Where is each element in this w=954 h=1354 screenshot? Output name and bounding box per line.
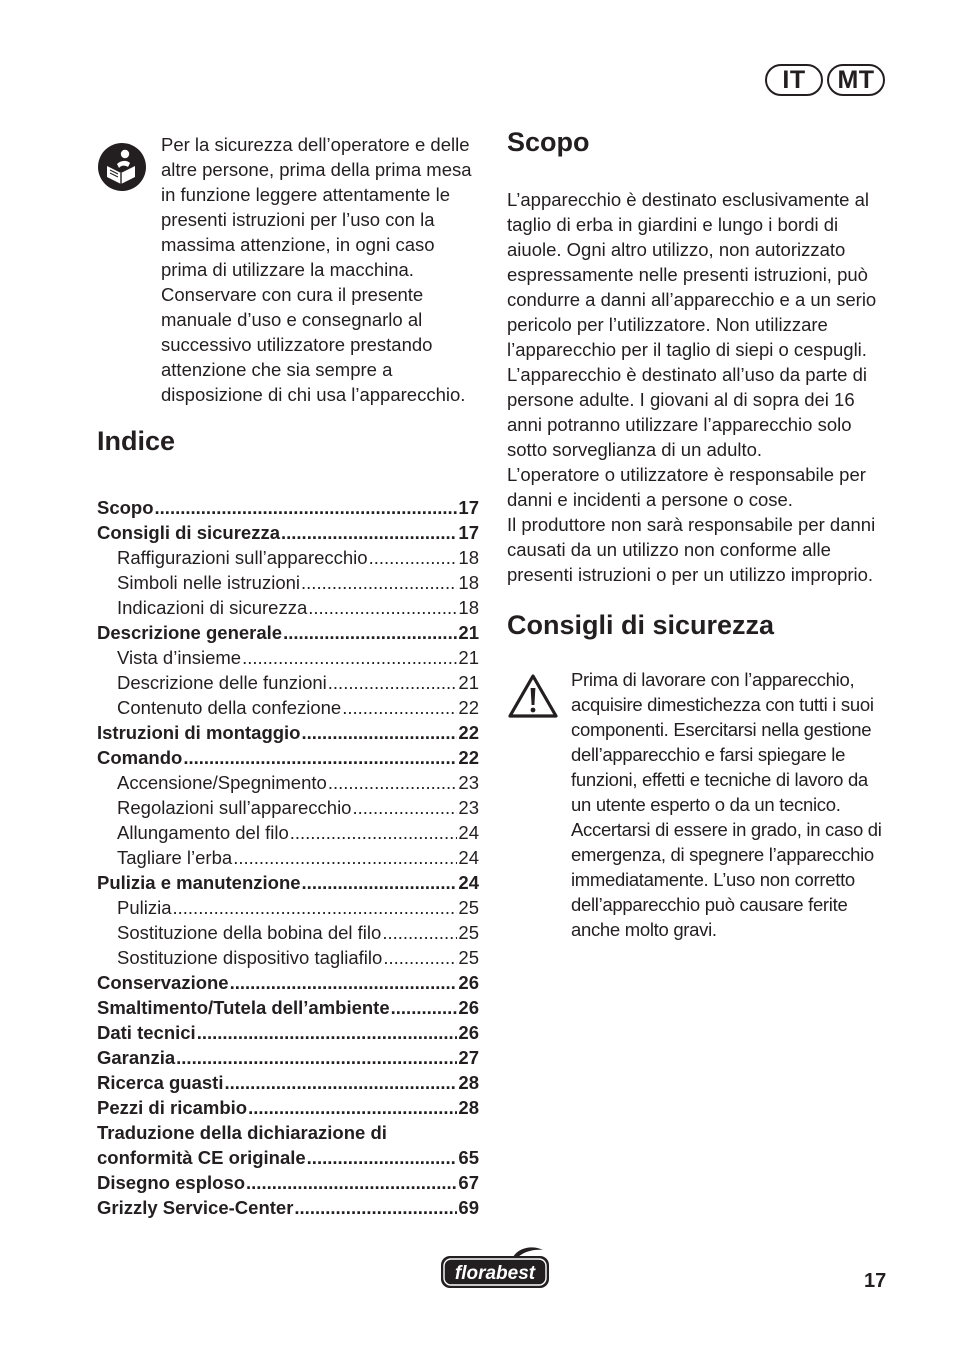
toc-subentry[interactable]: Contenuto della confezione ..... 22 xyxy=(97,695,479,720)
toc-entry[interactable]: Scopo ..... 17 xyxy=(97,495,479,520)
toc-subentry[interactable]: Indicazioni di sicurezza ..... 18 xyxy=(97,595,479,620)
toc-entry[interactable]: Consigli di sicurezza ..... 17 xyxy=(97,520,479,545)
language-badges xyxy=(765,64,885,96)
intro-block xyxy=(97,132,479,407)
scopo-title: Scopo xyxy=(507,127,590,157)
table-of-contents xyxy=(97,495,479,1220)
toc-subentry[interactable]: Accensione/Spegnimento ..... 23 xyxy=(97,770,479,795)
right-column xyxy=(507,126,891,942)
toc-entry[interactable]: Pezzi di ricambio ..... 28 xyxy=(97,1095,479,1120)
intro-text: Per la sicurezza dell’operatore e delle altre persone, prima della prima mesa in funzione leggere attentamente le presenti istruzioni per l’uso con la massima attenzione, in ogni caso prima di utilizzare la macchina. Conservare con cura il presente manuale d’uso e consegnarlo al successivo utilizzatore prestando attenzione che sia sempre a disposizione di chi usa l’apparecchio. xyxy=(161,134,472,405)
safety-title: Consigli di sicurezza xyxy=(507,610,775,640)
scopo-paragraph: Il produttore non sarà responsabile per danni causati da un utilizzo non conforme alle presenti istruzioni o per un utilizzo improprio. xyxy=(507,514,876,585)
safety-warning xyxy=(507,667,891,942)
toc-entry[interactable]: Istruzioni di montaggio ..... 22 xyxy=(97,720,479,745)
florabest-logo xyxy=(439,1246,551,1290)
toc-subentry[interactable]: Regolazioni sull’apparecchio ..... 23 xyxy=(97,795,479,820)
toc-entry[interactable]: Conservazione ..... 26 xyxy=(97,970,479,995)
scopo-paragraph: L’apparecchio è destinato all’uso da parte di persone adulte. I giovani al di sopra dei 16 anni potranno utilizzare l’apparecchio solo sotto sorveglianza di un adulto. xyxy=(507,364,867,460)
toc-entry[interactable]: conformità CE originale ..... 65 xyxy=(97,1145,479,1170)
scopo-paragraph: L’apparecchio è destinato esclusivamente al taglio di erba in giardini e lungo i bordi di aiuole. Ogni altro utilizzo, non autorizzato espressamente nelle presenti istruzioni, può condurre a danni all’apparecchio e a un serio pericolo per l’utilizzatore. Non utilizzare l’apparecchio per il taglio di siepi o cespugli. xyxy=(507,189,877,360)
toc-subentry[interactable]: Descrizione delle funzioni ..... 21 xyxy=(97,670,479,695)
toc-entry[interactable]: Dati tecnici ..... 26 xyxy=(97,1020,479,1045)
page-number: 17 xyxy=(864,1270,887,1292)
toc-entry[interactable]: Comando ..... 22 xyxy=(97,745,479,770)
toc-subentry[interactable]: Sostituzione dispositivo tagliafilo ..... 25 xyxy=(97,945,479,970)
toc-entry[interactable]: Garanzia ..... 27 xyxy=(97,1045,479,1070)
toc-entry[interactable]: Descrizione generale ..... 21 xyxy=(97,620,479,645)
toc-entry[interactable]: Pulizia e manutenzione ..... 24 xyxy=(97,870,479,895)
toc-subentry[interactable]: Pulizia ..... 25 xyxy=(97,895,479,920)
toc-subentry[interactable]: Sostituzione della bobina del filo ..... 25 xyxy=(97,920,479,945)
brand-name: florabest xyxy=(454,1263,536,1284)
toc-entry-line1[interactable]: Traduzione della dichiarazione di xyxy=(97,1122,387,1143)
scopo-text xyxy=(507,187,891,587)
index-title: Indice xyxy=(97,426,176,456)
read-manual-icon xyxy=(97,142,147,192)
language-badge-it: IT xyxy=(765,64,823,96)
toc-entry[interactable]: Ricerca guasti ..... 28 xyxy=(97,1070,479,1095)
warning-text: Prima di lavorare con l’apparecchio, acquisire dimestichezza con tutti i suoi componenti. Esercitarsi nella gestione dell’apparecchio e farsi spiegare le funzioni, effetti e tecniche di lavoro da un utente esperto o da un tecnico. Accertarsi di essere in grado, in caso di emergenza, di spegnere l’apparecchio immediatamente. L’uso non corretto dell’apparecchio può causare ferite anche molto gravi. xyxy=(571,669,882,940)
language-badge-mt: MT xyxy=(827,64,885,96)
toc-entry[interactable]: Smaltimento/Tutela dell’ambiente ..... 26 xyxy=(97,995,479,1020)
toc-subentry[interactable]: Allungamento del filo ..... 24 xyxy=(97,820,479,845)
toc-subentry[interactable]: Simboli nelle istruzioni ..... 18 xyxy=(97,570,479,595)
warning-icon xyxy=(507,673,559,719)
toc-entry[interactable]: Disegno esploso ..... 67 xyxy=(97,1170,479,1195)
toc-entry[interactable]: Grizzly Service-Center ..... 69 xyxy=(97,1195,479,1220)
left-column xyxy=(97,132,479,1220)
scopo-paragraph: L’operatore o utilizzatore è responsabile per danni e incidenti a persone o cose. xyxy=(507,464,866,510)
toc-subentry[interactable]: Raffigurazioni sull’apparecchio ..... 18 xyxy=(97,545,479,570)
toc-subentry[interactable]: Vista d’insieme ..... 21 xyxy=(97,645,479,670)
toc-subentry[interactable]: Tagliare l’erba ..... 24 xyxy=(97,845,479,870)
